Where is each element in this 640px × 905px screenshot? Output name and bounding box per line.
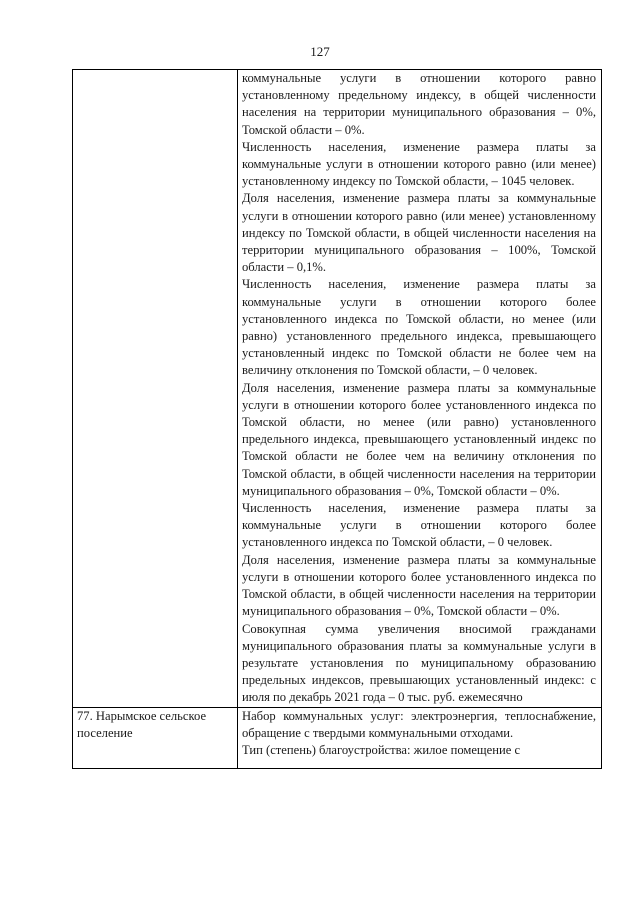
paragraph: Совокупная сумма увеличения вносимой гражданами муниципального образования платы за коммунальные услуги в результате установления по муниципальному образованию предельных индексов, превышающих установленный индекс: с июля по декабрь 2021 года – 0 тыс. руб. ежемесячно xyxy=(242,621,596,705)
paragraph: Доля населения, изменение размера платы за коммунальные услуги в отношении которого равно (или менее) установленному индексу по Томской области, в общей численности населения на территории муниципального образования – 100%, Томской области – 0,1%. xyxy=(242,191,596,275)
page-number: 127 xyxy=(310,44,330,59)
paragraph: Набор коммунальных услуг: электроэнергия, теплоснабжение, обращение с твердыми коммунальными отходами. xyxy=(242,708,596,740)
paragraph: Численность населения, изменение размера платы за коммунальные услуги в отношении которого более установленного индекса по Томской области, – 0 человек. xyxy=(242,501,596,550)
paragraph: Численность населения, изменение размера платы за коммунальные услуги в отношении которого равно (или менее) установленному индексу по Томской области, – 1045 человек. xyxy=(242,139,596,189)
paragraph: коммунальные услуги в отношении которого равно установленному предельному индексу, в общей численности населения на территории муниципального образования – 0%, Томской области – 0%. xyxy=(242,71,596,137)
table-row xyxy=(73,70,602,708)
paragraph: Численность населения, изменение размера платы за коммунальные услуги в отношении которого более установленного индекса по Томской области, но менее (или равно) установленного предельного индекса, превышающего установленный индекс по Томской области не более чем на величину отклонения по Томской области, – 0 человек. xyxy=(242,277,596,378)
table-row xyxy=(73,707,602,768)
paragraph: Тип (степень) благоустройства: жилое помещение с xyxy=(242,742,521,757)
indices-table xyxy=(72,69,602,769)
paragraph: Доля населения, изменение размера платы за коммунальные услуги в отношении которого более установленного индекса по Томской области, в общей численности населения на территории муниципального образования – 0%, Томской области – 0%. xyxy=(242,552,596,619)
cell-content xyxy=(242,708,596,768)
municipality-cell: 77. Нарымское сельское поселение xyxy=(73,707,238,768)
paragraph: Доля населения, изменение размера платы за коммунальные услуги в отношении которого более установленного индекса по Томской области, но менее (или равно) установленного предельного индекса, превышающего установленный индекс по Томской области не более чем на величину отклонения по Томской области, в общей численности населения на территории муниципального образования – 0%, Томской области – 0%. xyxy=(242,380,596,498)
description-cell xyxy=(238,707,602,768)
description-cell xyxy=(238,70,602,708)
municipality-cell xyxy=(73,70,238,708)
